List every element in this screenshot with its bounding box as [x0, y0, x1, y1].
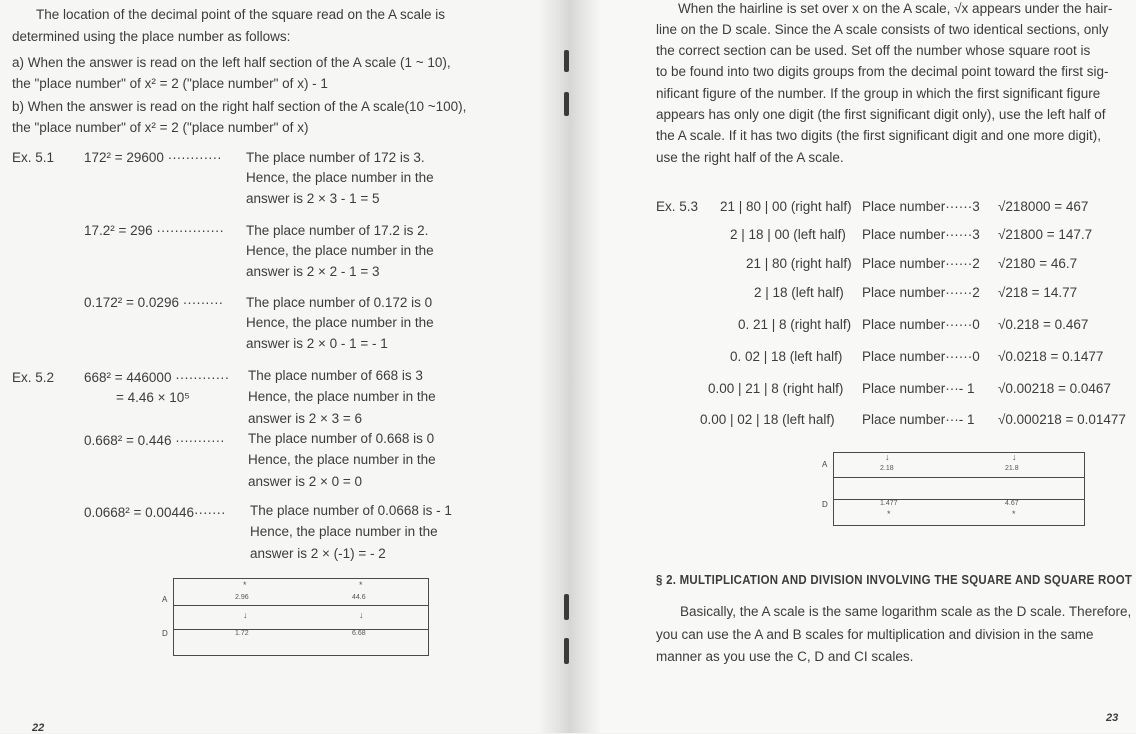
- place-number: Place number···- 1: [862, 412, 975, 427]
- square-root-result: √0.0218 = 0.1477: [998, 349, 1104, 364]
- page-number: 22: [32, 722, 45, 734]
- down-arrow-icon: ↓: [1012, 452, 1017, 462]
- place-number: Place number······0: [862, 349, 980, 364]
- text-line: the A scale. If it has two digits (the first significant digit and one more digit),: [656, 128, 1101, 143]
- group-split: 0.00 | 02 | 18 (left half): [700, 412, 835, 427]
- calculation: = 4.46 × 10⁵: [116, 390, 190, 405]
- tick-label: 44.6: [352, 594, 366, 601]
- text-line: nificant figure of the number. If the group in which the first significant figure: [656, 86, 1101, 101]
- d-scale-label: D: [822, 500, 828, 509]
- hairline-marker-icon: *: [1012, 509, 1016, 519]
- text-line: When the hairline is set over x on the A scale, √x appears under the hair-: [678, 1, 1113, 16]
- explanation-line: The place number of 17.2 is 2.: [246, 223, 429, 238]
- group-split: 0. 02 | 18 (left half): [730, 349, 843, 364]
- group-split: 0.00 | 21 | 8 (right half): [708, 381, 844, 396]
- explanation-line: answer is 2 × 3 = 6: [248, 411, 363, 426]
- place-number: Place number···- 1: [862, 381, 975, 396]
- explanation-line: The place number of 0.0668 is - 1: [250, 503, 452, 518]
- text-line: you can use the A and B scales for multiplication and division in the same: [656, 627, 1094, 642]
- text-line: The location of the decimal point of the square read on the A scale is: [36, 7, 446, 22]
- text-line: the "place number" of x² = 2 ("place number" of x) - 1: [12, 76, 328, 91]
- square-root-result: √2180 = 46.7: [998, 256, 1078, 271]
- binding-stitch: [564, 50, 569, 72]
- place-number: Place number······0: [862, 317, 980, 332]
- explanation-line: answer is 2 × 3 - 1 = 5: [246, 191, 380, 206]
- text-line: use the right half of the A scale.: [656, 150, 844, 165]
- group-split: 21 | 80 | 00 (right half): [720, 199, 852, 214]
- tick-label: 2.96: [235, 594, 249, 601]
- explanation-line: The place number of 172 is 3.: [246, 150, 425, 165]
- explanation-line: answer is 2 × (-1) = - 2: [250, 546, 386, 561]
- square-root-result: √218000 = 467: [998, 199, 1089, 214]
- section-heading: § 2. MULTIPLICATION AND DIVISION INVOLVING THE SQUARE AND SQUARE ROOT: [656, 572, 1133, 587]
- calculation: 17.2² = 296 ···············: [84, 223, 224, 238]
- example-label: Ex. 5.1: [12, 150, 55, 165]
- text-line: Basically, the A scale is the same logarithm scale as the D scale. Therefore,: [680, 604, 1132, 619]
- text-line: manner as you use the C, D and CI scales.: [656, 649, 914, 664]
- a-scale-label: A: [162, 595, 168, 604]
- explanation-line: The place number of 0.668 is 0: [248, 431, 435, 446]
- example-label: Ex. 5.2: [12, 370, 55, 385]
- tick-label: 21.8: [1005, 465, 1019, 472]
- square-root-result: √21800 = 147.7: [998, 227, 1093, 242]
- explanation-line: Hence, the place number in the: [250, 524, 438, 539]
- explanation-line: Hence, the place number in the: [246, 243, 434, 258]
- explanation-line: Hence, the place number in the: [248, 452, 436, 467]
- text-line: to be found into two digits groups from the decimal point toward the first sig-: [656, 64, 1109, 79]
- text-line: the "place number" of x² = 2 ("place number" of x): [12, 120, 309, 135]
- explanation-line: answer is 2 × 0 - 1 = - 1: [246, 336, 388, 351]
- text-line: the correct section can be used. Set off the number whose square root is: [656, 43, 1091, 58]
- calculation: 0.172² = 0.0296 ·········: [84, 295, 224, 310]
- calculation: 668² = 446000 ············: [84, 370, 230, 385]
- tick-label: 1.72: [235, 630, 249, 637]
- slide-rule-diagram: [173, 578, 429, 656]
- group-split: 0. 21 | 8 (right half): [738, 317, 852, 332]
- down-arrow-icon: ↓: [359, 610, 364, 620]
- hairline-marker-icon: *: [243, 580, 247, 590]
- hairline-marker-icon: *: [887, 509, 891, 519]
- hairline-marker-icon: *: [359, 580, 363, 590]
- calculation: 0.668² = 0.446 ···········: [84, 433, 225, 448]
- place-number: Place number······3: [862, 227, 980, 242]
- explanation-line: Hence, the place number in the: [246, 170, 434, 185]
- square-root-result: √0.218 = 0.467: [998, 317, 1089, 332]
- place-number: Place number······2: [862, 256, 980, 271]
- slide-rule-diagram: [833, 452, 1085, 526]
- text-line: determined using the place number as follows:: [12, 29, 291, 44]
- tick-label: 4.67: [1005, 500, 1019, 507]
- binding-stitch: [564, 92, 569, 116]
- group-split: 2 | 18 | 00 (left half): [730, 227, 846, 242]
- tick-label: 2.18: [880, 465, 894, 472]
- text-line: line on the D scale. Since the A scale consists of two identical sections, only: [656, 22, 1109, 37]
- calculation: 172² = 29600 ············: [84, 150, 222, 165]
- tick-label: 6.68: [352, 630, 366, 637]
- text-line: b) When the answer is read on the right half section of the A scale(10 ~100),: [12, 99, 467, 114]
- page-number: 23: [1106, 712, 1119, 724]
- calculation: 0.0668² = 0.00446·······: [84, 505, 226, 520]
- example-label: Ex. 5.3: [656, 199, 699, 214]
- explanation-line: The place number of 0.172 is 0: [246, 295, 433, 310]
- place-number: Place number······2: [862, 285, 980, 300]
- square-root-result: √0.000218 = 0.01477: [998, 412, 1126, 427]
- square-root-result: √218 = 14.77: [998, 285, 1078, 300]
- place-number: Place number······3: [862, 199, 980, 214]
- a-scale-label: A: [822, 460, 828, 469]
- explanation-line: answer is 2 × 0 = 0: [248, 474, 363, 489]
- explanation-line: The place number of 668 is 3: [248, 368, 423, 383]
- down-arrow-icon: ↓: [243, 610, 248, 620]
- book-spine: [540, 0, 600, 733]
- square-root-result: √0.00218 = 0.0467: [998, 381, 1111, 396]
- down-arrow-icon: ↓: [885, 452, 890, 462]
- text-line: a) When the answer is read on the left half section of the A scale (1 ~ 10),: [12, 55, 451, 70]
- explanation-line: answer is 2 × 2 - 1 = 3: [246, 264, 380, 279]
- binding-stitch: [564, 638, 569, 664]
- explanation-line: Hence, the place number in the: [246, 315, 434, 330]
- d-scale-label: D: [162, 629, 168, 638]
- tick-label: 1.477: [880, 500, 898, 507]
- binding-stitch: [564, 594, 569, 620]
- explanation-line: Hence, the place number in the: [248, 389, 436, 404]
- group-split: 21 | 80 (right half): [746, 256, 852, 271]
- group-split: 2 | 18 (left half): [754, 285, 844, 300]
- text-line: appears has only one digit (the first significant digit only), use the left half of: [656, 107, 1106, 122]
